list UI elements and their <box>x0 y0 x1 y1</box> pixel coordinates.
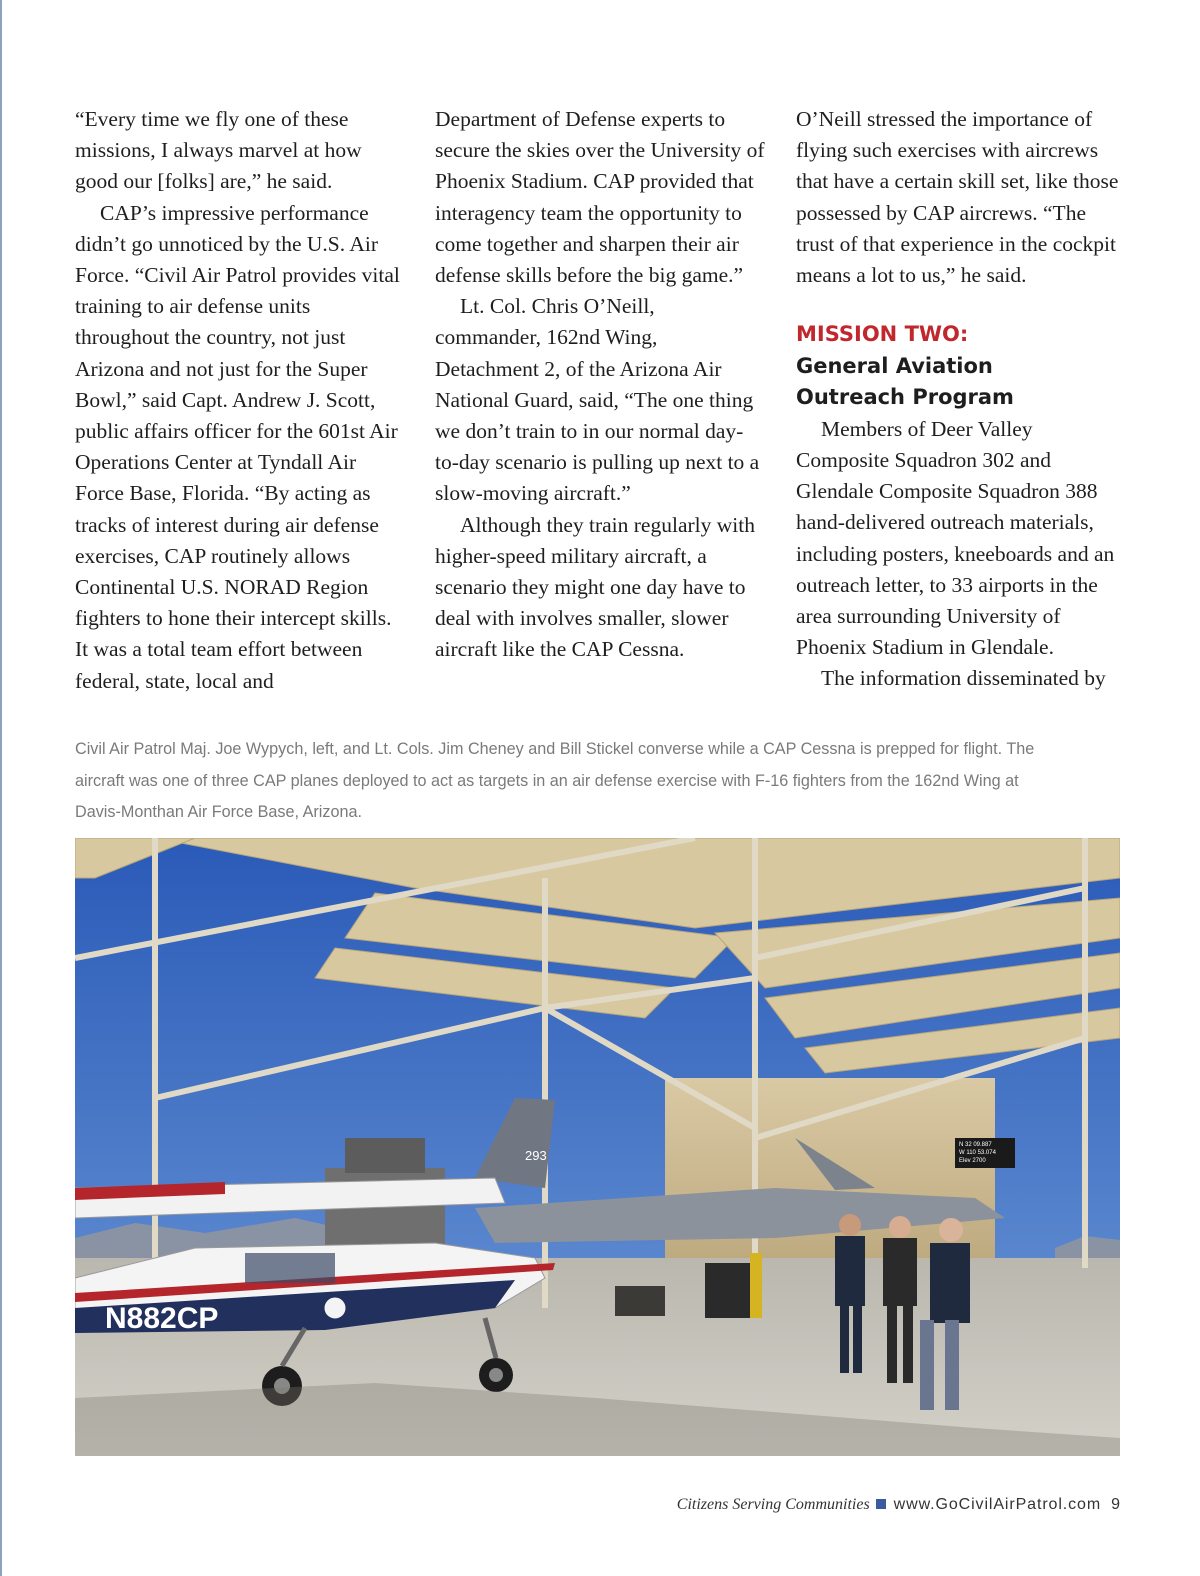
svg-text:Elev 2700: Elev 2700 <box>959 1158 986 1164</box>
section-heading-label: MISSION TWO: <box>796 322 969 347</box>
column3-paragraph-2: Members of Deer Valley Composite Squadron 302 and Glendale Composite Squadron 388 hand-delivered outreach materials, including posters, kneeboards and an outreach letter, to 33 airports in the area surrounding University of Phoenix Stadium in Glendale. <box>796 416 1115 660</box>
tail-number: N882CP <box>105 1302 219 1335</box>
text-column-3 <box>796 104 1126 695</box>
page-footer <box>677 1496 1120 1514</box>
column1-paragraph-1: “Every time we fly one of these missions, I always marvel at how good our [folks] are,” he said. <box>75 107 362 194</box>
section-heading-title-line-2: Outreach Program <box>796 385 1014 410</box>
footer-square-icon <box>876 1499 886 1509</box>
hangar-photo <box>75 838 1120 1456</box>
section-heading <box>796 319 1126 414</box>
column2-paragraph-1: Department of Defense experts to secure the skies over the University of Phoenix Stadium. CAP provided that interagency team the opportunity to come together and sharpen their air defense skills before the big game.” <box>435 107 765 288</box>
column1-paragraph-2: CAP’s impressive performance didn’t go unnoticed by the U.S. Air Force. “Civil Air Patrol provides vital training to air defense units throughout the country, not just Arizona and not just for the Super Bowl,” said Capt. Andrew J. Scott, public affairs officer for the 601st Air Operations Center at Tyndall Air Force Base, Florida. “By acting as tracks of interest during air defense exercises, CAP routinely allows Continental U.S. NORAD Region fighters to hone their intercept skills. It was a total team effort between federal, state, local and <box>75 200 400 693</box>
footer-tagline: Citizens Serving Communities <box>676 1496 870 1513</box>
jet-tail-number: 293 <box>525 1148 547 1163</box>
location-sign <box>955 1138 1015 1168</box>
column3-paragraph-3: The information disseminated by <box>821 666 1106 691</box>
column2-paragraph-2: Lt. Col. Chris O’Neill, commander, 162nd Wing, Detachment 2, of the Arizona Air National Guard, said, “The one thing we don’t train to in our normal day-to-day scenario is pulling up next to a slow-moving aircraft.” <box>435 294 760 506</box>
svg-text:N 32 09.887: N 32 09.887 <box>959 1142 992 1148</box>
column2-paragraph-3: Although they train regularly with higher-speed military aircraft, a scenario they might one day have to deal with involves smaller, slower aircraft like the CAP Cessna. <box>435 512 755 662</box>
text-column-1 <box>75 104 405 697</box>
footer-url: www.GoCivilAirPatrol.com <box>893 1496 1102 1513</box>
text-column-2 <box>435 104 765 666</box>
section-heading-title-line-1: General Aviation <box>796 353 993 378</box>
page-number: 9 <box>1111 1496 1120 1513</box>
svg-text:W 110 53.074: W 110 53.074 <box>959 1150 996 1156</box>
column3-paragraph-1: O’Neill stressed the importance of flying such exercises with aircrews that have a certain skill set, like those possessed by CAP aircrews. “The trust of that experience in the cockpit means a lot to us,” he said. <box>796 107 1119 288</box>
page-edge-line <box>0 0 2 1576</box>
photo-caption: Civil Air Patrol Maj. Joe Wypych, left, and Lt. Cols. Jim Cheney and Bill Stickel converse while a CAP Cessna is prepped for flight. The aircraft was one of three CAP planes deployed to act as targets in an air defense exercise with F-16 fighters from the 162nd Wing at Davis-Monthan Air Force Base, Arizona. <box>75 740 1035 821</box>
